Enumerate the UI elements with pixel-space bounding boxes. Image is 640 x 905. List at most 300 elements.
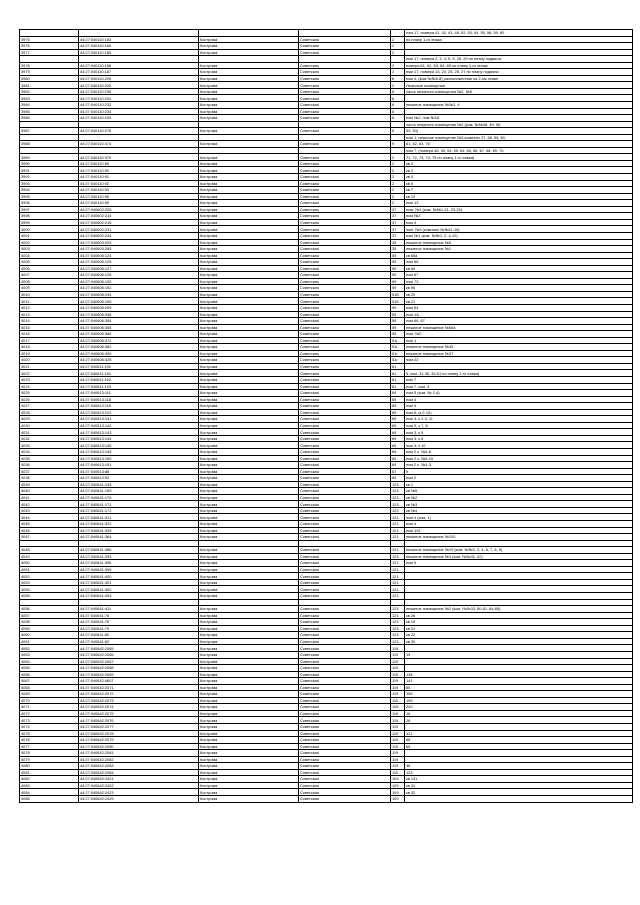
cadastral-number-cell: 44:27:040606:428 — [79, 357, 199, 364]
city-cell: Кострома — [199, 651, 299, 658]
row-number-cell: 3993 — [20, 180, 79, 187]
premises-description-cell: 18 — [405, 710, 633, 717]
street-cell: Советская — [299, 579, 391, 586]
city-cell: Кострома — [199, 730, 299, 737]
cadastral-number-cell: 44:27:040110:209 — [79, 75, 199, 82]
row-number-cell: 4005 — [20, 259, 79, 266]
row-number-cell: 4036 — [20, 462, 79, 469]
row-number-cell: 3997 — [20, 206, 79, 213]
premises-description-cell: пом 66, 67 — [405, 318, 633, 325]
cadastral-number-cell: 44:27:040611:100 — [79, 363, 199, 370]
premises-description-cell: пом 4 (ком. 1) — [405, 514, 633, 521]
city-cell: Кострома — [199, 304, 299, 311]
cadastral-number-cell: 44:27:040606:195 — [79, 298, 199, 305]
street-cell: Советская — [299, 180, 391, 187]
house-number-cell: 55 — [391, 331, 405, 338]
house-number-cell: 119 — [391, 697, 405, 704]
row-number-cell: 3998 — [20, 213, 79, 220]
house-number-cell: 123 — [391, 632, 405, 639]
house-number-cell: 119 — [391, 704, 405, 711]
premises-description-cell: кв 20 — [405, 291, 633, 298]
house-number-cell: 69 — [391, 442, 405, 449]
house-number-cell: 2 — [391, 174, 405, 181]
premises-description-cell: пом 54 — [405, 304, 633, 311]
row-number-cell: 4000 — [20, 226, 79, 233]
city-cell: Кострома — [199, 337, 299, 344]
cadastral-number-cell: 44:27:040613:118 — [79, 396, 199, 403]
premises-description-cell: пом 8, (к.2-10) — [405, 409, 633, 416]
city-cell: Кострома — [199, 429, 299, 436]
house-number-cell: 109 — [391, 776, 405, 783]
cadastral-number-cell: 44:27:040641:402 — [79, 586, 199, 593]
street-cell: Советская — [299, 88, 391, 95]
premises-description-cell: пом 4, (ком.№№5-8) расположенная на 2-ом этаже — [405, 75, 633, 82]
cadastral-number-cell: 44:27:040642:2065 — [79, 645, 199, 652]
city-cell: Кострома — [199, 206, 299, 213]
house-number-cell: 119 — [391, 743, 405, 750]
row-number-cell: 3988 — [20, 141, 79, 148]
street-cell: Советская — [299, 593, 391, 600]
cadastral-number-cell: 44:27:040110:98 — [79, 193, 199, 200]
street-cell: Советская — [299, 311, 391, 318]
row-number-cell: 4075 — [20, 730, 79, 737]
house-number-cell: 69 — [391, 435, 405, 442]
street-cell: Советская — [299, 429, 391, 436]
city-cell: Кострома — [199, 566, 299, 573]
cadastral-number-cell: 44:27:040641:403 — [79, 593, 199, 600]
street-cell: Советская — [299, 514, 391, 521]
city-cell: Кострома — [199, 789, 299, 796]
row-number-cell: 4052 — [20, 573, 79, 580]
premises-description-cell: 159 — [405, 697, 633, 704]
house-number-cell: 2 — [391, 200, 405, 207]
house-number-cell: 69 — [391, 390, 405, 397]
premises-description-cell: 88 — [405, 737, 633, 744]
house-number-cell: 119 — [391, 658, 405, 665]
row-number-cell: 4083 — [20, 782, 79, 789]
city-cell: Кострома — [199, 579, 299, 586]
city-cell: Кострома — [199, 612, 299, 619]
city-cell: Кострома — [199, 776, 299, 783]
premises-description-cell: кв 26 — [405, 612, 633, 619]
street-cell: Советская — [299, 638, 391, 645]
row-number-cell: 4085 — [20, 795, 79, 802]
house-number-cell: 59 — [391, 311, 405, 318]
row-number-cell: 4007 — [20, 272, 79, 279]
premises-description-cell: кв 22 — [405, 632, 633, 639]
cadastral-number-cell: 44:27:040642:2066 — [79, 651, 199, 658]
house-number-cell: 61 — [391, 376, 405, 383]
row-number-cell: 3995 — [20, 193, 79, 200]
house-number-cell: 69 — [391, 449, 405, 456]
cadastral-number-cell: 44:27:040110:92 — [79, 180, 199, 187]
row-number-cell: 4071 — [20, 704, 79, 711]
city-cell: Кострома — [199, 704, 299, 711]
premises-description-cell: нежилое помещение №№2, 4 — [405, 102, 633, 109]
street-cell: Советская — [299, 141, 391, 148]
house-number-cell: 121 — [391, 521, 405, 528]
row-number-cell: 4006 — [20, 265, 79, 272]
cadastral-number-cell: 44:27:040642:2080 — [79, 743, 199, 750]
cadastral-number-cell: 44:27:040642:2421 — [79, 776, 199, 783]
city-cell: Кострома — [199, 717, 299, 724]
premises-description-cell: пом 4 — [405, 521, 633, 528]
street-cell: Советская — [299, 396, 391, 403]
row-number-cell: 3983 — [20, 95, 79, 102]
cadastral-number-cell: 44:27:040642:2069 — [79, 671, 199, 678]
house-number-cell: 121 — [391, 586, 405, 593]
house-number-cell: 123 — [391, 619, 405, 626]
city-cell: Кострома — [199, 390, 299, 397]
premises-description-cell: кв 32 — [405, 789, 633, 796]
cadastral-number-cell: 44:27:040110:99 — [79, 200, 199, 207]
house-number-cell: 69 — [391, 462, 405, 469]
street-cell: Советская — [299, 416, 391, 423]
cadastral-number-cell: 44:27:040611:101 — [79, 370, 199, 377]
city-cell: Кострома — [199, 88, 299, 95]
row-number-cell: 3996 — [20, 200, 79, 207]
row-number-cell: 4062 — [20, 645, 79, 652]
house-number-cell: 37 — [391, 226, 405, 233]
cadastral-number-cell: 44:27:040642:4607 — [79, 678, 199, 685]
cadastral-number-cell: 44:27:040642:2425 — [79, 795, 199, 802]
cadastral-number-cell: 44:27:040110:185 — [79, 49, 199, 56]
premises-description-cell: кв №4 — [405, 507, 633, 514]
cadastral-number-cell: 44:27:040641:321 — [79, 514, 199, 521]
cadastral-number-cell: 44:27:040602:216 — [79, 219, 199, 226]
city-cell: Кострома — [199, 586, 299, 593]
cadastral-number-cell: 44:27:040641:82 — [79, 638, 199, 645]
premises-description-cell: пом 3, к 5 — [405, 429, 633, 436]
premises-description-cell: пом 3, к 7, 8 — [405, 422, 633, 429]
row-number-cell: 3989 — [20, 154, 79, 161]
house-number-cell: 51г — [391, 344, 405, 351]
street-cell: Советская — [299, 468, 391, 475]
street-cell: Советская — [299, 756, 391, 763]
row-number-cell: 4058 — [20, 619, 79, 626]
house-number-cell: 9 — [391, 141, 405, 148]
city-cell: Кострома — [199, 638, 299, 645]
street-cell: Советская — [299, 488, 391, 495]
premises-description-cell: нежилое помещение №37 — [405, 350, 633, 357]
street-cell: Советская — [299, 239, 391, 246]
cadastral-number-cell: 44:27:040613:92 — [79, 475, 199, 482]
house-number-cell: 109 — [391, 795, 405, 802]
house-number-cell: 61 — [391, 363, 405, 370]
house-number-cell: 119 — [391, 671, 405, 678]
city-cell: Кострома — [199, 102, 299, 109]
row-number-cell: 4080 — [20, 763, 79, 770]
cadastral-number-cell: 44:27:040613:143 — [79, 429, 199, 436]
street-cell: Советская — [299, 337, 391, 344]
city-cell: Кострома — [199, 619, 299, 626]
city-cell: Кострома — [199, 514, 299, 521]
city-cell: Кострома — [199, 396, 299, 403]
cadastral-number-cell: 44:27:040613:142 — [79, 422, 199, 429]
cadastral-number-cell: 44:27:040613:122 — [79, 409, 199, 416]
row-number-cell: 4055 — [20, 593, 79, 600]
row-number-cell: 4066 — [20, 671, 79, 678]
premises-description-cell: часть нежилого помещения №2 (ком. №№48, 49, 50, — [405, 121, 633, 128]
city-cell: Кострома — [199, 593, 299, 600]
city-cell: Кострома — [199, 521, 299, 528]
street-cell: Советская — [299, 187, 391, 194]
cadastral-number-cell: 44:27:040641:393 — [79, 553, 199, 560]
premises-description-cell: 5, ком. 31-36, 39-51 по плану 1-го этажа) — [405, 370, 633, 377]
street-cell: Советская — [299, 665, 391, 672]
street-cell: Советская — [299, 160, 391, 167]
premises-description-cell: кв 21 — [405, 298, 633, 305]
city-cell: Кострома — [199, 311, 299, 318]
cadastral-number-cell: 44:27:040606:128 — [79, 272, 199, 279]
premises-description-cell: 28 — [405, 717, 633, 724]
city-cell: Кострома — [199, 678, 299, 685]
house-number-cell: 2 — [391, 180, 405, 187]
row-number-cell: 4046 — [20, 527, 79, 534]
row-number-cell: 4053 — [20, 579, 79, 586]
premises-description-cell: пом 72 — [405, 278, 633, 285]
street-cell: Советская — [299, 154, 391, 161]
cadastral-number-cell: 44:27:040110:93 — [79, 187, 199, 194]
cadastral-number-cell: 44:27:040606:299 — [79, 304, 199, 311]
row-number-cell: 4035 — [20, 455, 79, 462]
row-number-cell: 4068 — [20, 684, 79, 691]
cadastral-number-cell: 44:27:040603:203 — [79, 239, 199, 246]
cadastral-number-cell: 44:27:040606:390 — [79, 350, 199, 357]
street-cell: Советская — [299, 43, 391, 50]
city-cell: Кострома — [199, 403, 299, 410]
house-number-cell: 119 — [391, 645, 405, 652]
street-cell: Советская — [299, 232, 391, 239]
cadastral-number-cell: 44:27:040642:2079 — [79, 737, 199, 744]
property-register-table — [19, 29, 633, 803]
street-cell: Советская — [299, 684, 391, 691]
house-number-cell: 119 — [391, 678, 405, 685]
row-number-cell: 4004 — [20, 252, 79, 259]
house-number-cell: 123 — [391, 606, 405, 613]
city-cell: Кострома — [199, 213, 299, 220]
street-cell: Советская — [299, 737, 391, 744]
cadastral-number-cell: 44:27:040606:355 — [79, 324, 199, 331]
city-cell: Кострома — [199, 363, 299, 370]
cadastral-number-cell: 44:27:040602:214 — [79, 213, 199, 220]
street-cell: Советская — [299, 449, 391, 456]
premises-description-cell: кв 19 — [405, 619, 633, 626]
street-cell: Советская — [299, 606, 391, 613]
cadastral-number-cell: 44:27:040613:144 — [79, 435, 199, 442]
row-number-cell: 3985 — [20, 108, 79, 115]
city-cell: Кострома — [199, 324, 299, 331]
street-cell: Советская — [299, 507, 391, 514]
row-number-cell: 4069 — [20, 691, 79, 698]
cadastral-number-cell: 44:27:040110:89 — [79, 160, 199, 167]
city-cell: Кострома — [199, 108, 299, 115]
city-cell: Кострома — [199, 501, 299, 508]
row-number-cell: 4078 — [20, 750, 79, 757]
house-number-cell: 119 — [391, 750, 405, 757]
row-number-cell: 3979 — [20, 69, 79, 76]
premises-description-cell: нежилое помещение №6 — [405, 239, 633, 246]
row-number-cell: 4014 — [20, 318, 79, 325]
cadastral-number-cell: 44:27:040642:2073 — [79, 697, 199, 704]
row-number-cell: 4043 — [20, 507, 79, 514]
premises-description-cell: пом 4 — [405, 219, 633, 226]
premises-description-cell: пом. №2 — [405, 331, 633, 338]
cadastral-number-cell: 44:27:040641:349 — [79, 527, 199, 534]
street-cell: Советская — [299, 481, 391, 488]
house-number-cell: 121 — [391, 573, 405, 580]
row-number-cell: 4030 — [20, 422, 79, 429]
cadastral-number-cell: 44:27:040606:366 — [79, 331, 199, 338]
premises-description-cell: пом 101 — [405, 527, 633, 534]
street-cell: Советская — [299, 167, 391, 174]
house-number-cell: 109 — [391, 789, 405, 796]
cadastral-number-cell: 44:27:040641:172 — [79, 507, 199, 514]
cadastral-number-cell: 44:27:040641:364 — [79, 534, 199, 541]
city-cell: Кострома — [199, 534, 299, 541]
cadastral-number-cell: 44:27:040641:76 — [79, 612, 199, 619]
premises-description-cell: кв №3 — [405, 501, 633, 508]
cadastral-number-cell: 44:27:040641:411 — [79, 606, 199, 613]
premises-description-cell: пом 2 к. №4-8 — [405, 449, 633, 456]
premises-description-cell: кв 1 — [405, 481, 633, 488]
cadastral-number-cell: 44:27:040642:2072 — [79, 691, 199, 698]
row-number-cell: 4045 — [20, 521, 79, 528]
street-cell: Советская — [299, 272, 391, 279]
street-cell: Советская — [299, 36, 391, 43]
street-cell: Советская — [299, 743, 391, 750]
premises-description-cell: 9 — [405, 468, 633, 475]
cadastral-number-cell: 44:27:040641:400 — [79, 573, 199, 580]
street-cell: Советская — [299, 455, 391, 462]
row-number-cell: 4023 — [20, 376, 79, 383]
city-cell: Кострома — [199, 298, 299, 305]
premises-description-cell: кв №2 — [405, 494, 633, 501]
cadastral-number-cell: 44:27:040613:150 — [79, 455, 199, 462]
premises-description-cell: нежилое помещение №100 — [405, 534, 633, 541]
cadastral-number-cell: 44:27:040641:79 — [79, 625, 199, 632]
house-number-cell: 59 — [391, 272, 405, 279]
row-number-cell: 4054 — [20, 586, 79, 593]
street-cell: Советская — [299, 291, 391, 298]
city-cell: Кострома — [199, 560, 299, 567]
city-cell: Кострома — [199, 36, 299, 43]
row-number-cell: 4026 — [20, 396, 79, 403]
row-number-cell: 3978 — [20, 62, 79, 69]
premises-description-cell: нежилое помещение №35 — [405, 344, 633, 351]
city-cell: Кострома — [199, 488, 299, 495]
row-number-cell: 3991 — [20, 167, 79, 174]
street-cell: Советская — [299, 645, 391, 652]
street-cell: Советская — [299, 704, 391, 711]
premises-description-cell: пом 3, к 10 — [405, 442, 633, 449]
street-cell: Советская — [299, 304, 391, 311]
house-number-cell: 123 — [391, 507, 405, 514]
premises-description-cell: пом 3, к 6 — [405, 435, 633, 442]
premises-description-cell: пом 5 (ком. № 2-4) — [405, 390, 633, 397]
house-number-cell: 2 — [391, 62, 405, 69]
street-cell: Советская — [299, 403, 391, 410]
premises-description-cell: кв 4 — [405, 174, 633, 181]
house-number-cell: 69 — [391, 403, 405, 410]
city-cell: Кострома — [199, 416, 299, 423]
street-cell: Советская — [299, 691, 391, 698]
city-cell: Кострома — [199, 62, 299, 69]
premises-description-cell: пом. №3 (комнаты №№11-16) — [405, 226, 633, 233]
house-number-cell: 119 — [391, 717, 405, 724]
row-number-cell: 4027 — [20, 403, 79, 410]
premises-description-cell: 138 — [405, 671, 633, 678]
street-cell: Советская — [299, 723, 391, 730]
house-number-cell: 123 — [391, 612, 405, 619]
house-number-cell: 69 — [391, 429, 405, 436]
house-number-cell: 59 — [391, 318, 405, 325]
house-number-cell: 51г — [391, 350, 405, 357]
premises-description-cell: пом 9 — [405, 560, 633, 567]
house-number-cell: 121 — [391, 560, 405, 567]
city-cell: Кострома — [199, 357, 299, 364]
city-cell: Кострома — [199, 226, 299, 233]
house-number-cell: 123 — [391, 625, 405, 632]
premises-description-cell: пом 3, к 2-3, 11 — [405, 416, 633, 423]
row-number-cell: 4064 — [20, 658, 79, 665]
cadastral-number-cell: 44:27:040642:2084 — [79, 769, 199, 776]
row-number-cell: 4072 — [20, 710, 79, 717]
cadastral-number-cell: 44:27:040613:145 — [79, 442, 199, 449]
city-cell: Кострома — [199, 344, 299, 351]
row-number-cell: 4084 — [20, 789, 79, 796]
city-cell: Кострома — [199, 115, 299, 122]
city-cell: Кострома — [199, 180, 299, 187]
city-cell: Кострома — [199, 331, 299, 338]
row-number-cell: 3987 — [20, 128, 79, 135]
house-number-cell: 2 — [391, 187, 405, 194]
city-cell: Кострома — [199, 174, 299, 181]
house-number-cell: 2 — [391, 49, 405, 56]
house-number-cell: 2 — [391, 43, 405, 50]
street-cell: Советская — [299, 553, 391, 560]
house-number-cell: 69 — [391, 409, 405, 416]
cadastral-number-cell: 44:27:040606:124 — [79, 252, 199, 259]
row-number-cell: 4041 — [20, 494, 79, 501]
city-cell: Кострома — [199, 383, 299, 390]
row-number-cell: 4060 — [20, 632, 79, 639]
city-cell: Кострома — [199, 756, 299, 763]
cadastral-number-cell: 44:27:040110:90 — [79, 167, 199, 174]
table-row — [20, 795, 633, 802]
street-cell: Советская — [299, 82, 391, 89]
house-number-cell: 119 — [391, 684, 405, 691]
street-cell: Советская — [299, 128, 391, 135]
premises-description-cell: пом 13 — [405, 200, 633, 207]
cadastral-number-cell: 44:27:040602:205 — [79, 206, 199, 213]
house-number-cell: 121 — [391, 527, 405, 534]
row-number-cell: 4018 — [20, 344, 79, 351]
street-cell: Советская — [299, 462, 391, 469]
street-cell: Советская — [299, 619, 391, 626]
row-number-cell: 4016 — [20, 331, 79, 338]
city-cell: Кострома — [199, 200, 299, 207]
street-cell: Советская — [299, 560, 391, 567]
city-cell: Кострома — [199, 69, 299, 76]
row-number-cell: 4079 — [20, 756, 79, 763]
city-cell: Кострома — [199, 246, 299, 253]
row-number-cell: 4021 — [20, 363, 79, 370]
row-number-cell: 4049 — [20, 553, 79, 560]
street-cell: Советская — [299, 206, 391, 213]
row-number-cell: 4047 — [20, 534, 79, 541]
premises-description-cell: кв 3 — [405, 167, 633, 174]
